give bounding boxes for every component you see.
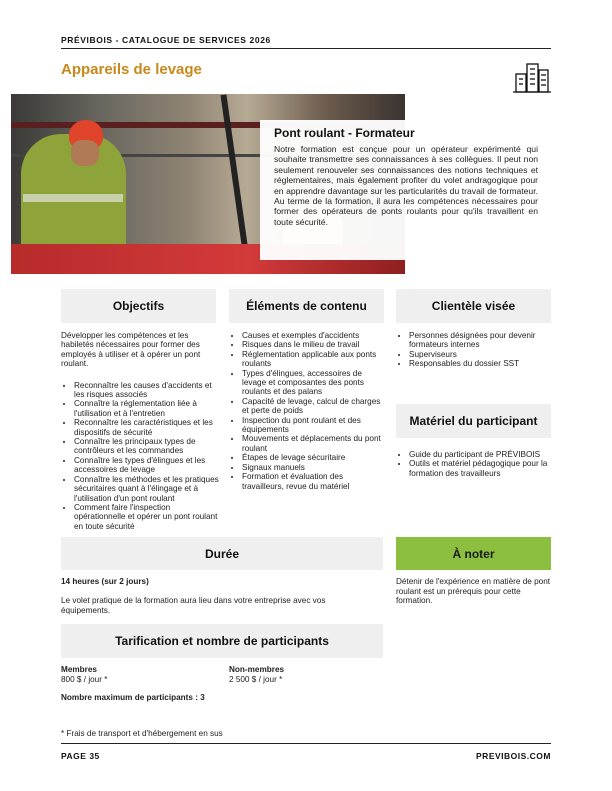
objectifs-list: [61, 381, 221, 532]
list-item: • Reconnaître les caractéristiques et les dispositifs de sécurité: [74, 418, 221, 437]
list-item: • Inspection du pont roulant et des équipements: [242, 416, 385, 435]
list-item: • Comment faire l'inspection opérationnelle et opérer un pont roulant en toute sécurité: [74, 503, 221, 531]
list-item: • Responsables du dossier SST: [409, 359, 552, 368]
course-description-card: [260, 120, 552, 260]
duree-note: Le volet pratique de la formation aura lieu dans votre entreprise avec vos équipements.: [61, 596, 326, 615]
list-item: • Outils et matériel pédagogique pour la formation des travailleurs: [409, 459, 552, 478]
list-item: • Mouvements et déplacements du pont roulant: [242, 434, 385, 453]
list-item: • Risques dans le milieu de travail: [242, 340, 385, 349]
list-item: • Causes et exemples d'accidents: [242, 331, 385, 340]
list-item: • Personnes désignées pour devenir formateurs internes: [409, 331, 552, 350]
list-item: • Réglementation applicable aux ponts roulants: [242, 350, 385, 369]
page-number: PAGE 35: [61, 751, 100, 761]
list-item: • Signaux manuels: [242, 463, 385, 472]
members-price: 800 $ / jour *: [61, 675, 108, 684]
clientele-column: [396, 331, 552, 369]
contenu-column: [229, 331, 385, 491]
page-header: PRÉVIBOIS - CATALOGUE DE SERVICES 2026: [61, 35, 271, 45]
members-label: Membres: [61, 665, 97, 674]
section-title: Appareils de levage: [61, 61, 202, 78]
clientele-list: [396, 331, 552, 369]
list-item: • Types d'élingues, accessoires de levage et composantes des ponts roulants et des palans: [242, 369, 385, 397]
list-item: • Reconnaître les causes d'accidents et les risques associés: [74, 381, 221, 400]
clientele-heading: Clientèle visée: [396, 289, 551, 323]
header-rule: [61, 48, 551, 49]
website-link[interactable]: PREVIBOIS.COM: [476, 751, 551, 761]
tarification-heading: Tarification et nombre de participants: [61, 624, 383, 658]
list-item: • Connaître la réglementation liée à l'utilisation et à l'entretien: [74, 399, 221, 418]
course-title: Pont roulant - Formateur: [274, 126, 415, 140]
objectifs-column: [61, 331, 221, 531]
materiel-heading: Matériel du participant: [396, 404, 551, 438]
objectifs-heading: Objectifs: [61, 289, 216, 323]
objectifs-intro: Développer les compétences et les habiletés nécessaires pour former des employés à utiliser et à opérer un pont roulant.: [61, 331, 201, 369]
list-item: • Formation et évaluation des travailleurs, revue du matériel: [242, 472, 385, 491]
contenu-list: [229, 331, 385, 491]
materiel-list: [396, 450, 552, 478]
nonmembers-label: Non-membres: [229, 665, 285, 674]
list-item: • Guide du participant de PRÉVIBOIS: [409, 450, 552, 459]
footer-rule: [61, 743, 551, 744]
contenu-heading: Éléments de contenu: [229, 289, 384, 323]
materiel-column: [396, 450, 552, 478]
duree-heading: Durée: [61, 537, 383, 570]
a-noter-text: Détenir de l'expérience en matière de pont roulant est un prérequis pour cette formation.: [396, 577, 551, 606]
list-item: • Étapes de levage sécuritaire: [242, 453, 385, 462]
nonmembers-price: 2 500 $ / jour *: [229, 675, 283, 684]
a-noter-heading: À noter: [396, 537, 551, 570]
building-icon: [512, 60, 552, 94]
course-description: Notre formation est conçue pour un opérateur expérimenté qui souhaite transmettre ses connaissances à ses collègues. Il peut non seulement renouveler ses connaissances des notions techniques et réglementaires, mais également profiter du volet andragogique pour en apprendre davantage sur les particularités du travail de formateur. Au terme de la formation, il aura les compétences nécessaires pour former des opérateurs de ponts roulants pour qu'ils travaillent en toute sécurité.: [274, 144, 538, 227]
footnote: * Frais de transport et d'hébergement en sus: [61, 729, 223, 738]
max-participants: Nombre maximum de participants : 3: [61, 693, 205, 702]
list-item: • Capacité de levage, calcul de charges et perte de poids: [242, 397, 385, 416]
list-item: • Connaître les méthodes et les pratiques sécuritaires quant à l'élingage et à l'utilisation d'un pont roulant: [74, 475, 221, 503]
list-item: • Superviseurs: [409, 350, 552, 359]
duree-hours: 14 heures (sur 2 jours): [61, 577, 149, 586]
list-item: • Connaître les types d'élingues et les accessoires de levage: [74, 456, 221, 475]
list-item: • Connaître les principaux types de contrôleurs et les commandes: [74, 437, 221, 456]
